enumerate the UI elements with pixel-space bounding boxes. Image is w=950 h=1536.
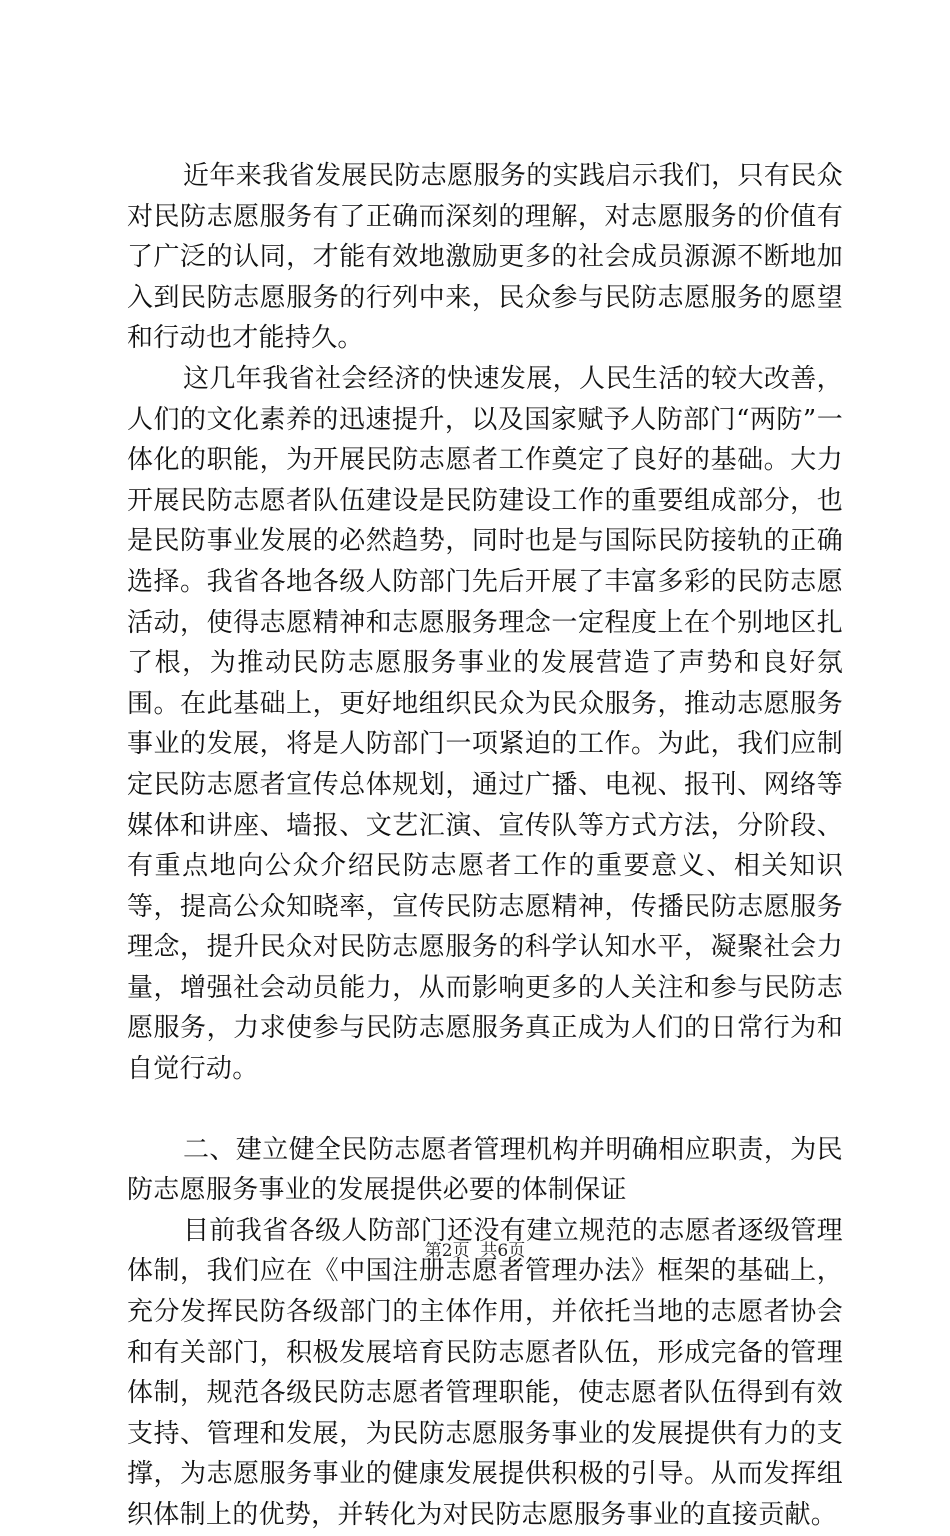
paragraph-intro: 近年来我省发展民防志愿服务的实践启示我们，只有民众对民防志愿服务有了正确而深刻的理解，对志愿服务的价值有了广泛的认同，才能有效地激励更多的社会成员源源不断地加入到民防志愿服务的行列中来，民众参与民防志愿服务的愿望和行动也才能持久。 [127, 161, 843, 354]
paragraph-development: 这几年我省社会经济的快速发展，人民生活的较大改善，人们的文化素养的迅速提升，以及国家赋予人防部门“两防”一体化的职能，为开展民防志愿者工作奠定了良好的基础。大力开展民防志愿者队伍建设是民防建设工作的重要组成部分，也是民防事业发展的必然趋势，同时也是与国际民防接轨的正确选择。我省各地各级人防部门先后开展了丰富多彩的民防志愿活动，使得志愿精神和志愿服务理念一定程度上在个别地区扎了根，为推动民防志愿服务事业的发展营造了声势和良好氛围。在此基础上，更好地组织民众为民众服务，推动志愿服务事业的发展，将是人防部门一项紧迫的工作。为此，我们应制定民防志愿者宣传总体规划，通过广播、电视、报刊、网络等媒体和讲座、墙报、文艺汇演、宣传队等方式方法，分阶段、有重点地向公众介绍民防志愿者工作的重要意义、相关知识等，提高公众知晓率，宣传民防志愿精神，传播民防志愿服务理念，提升民众对民防志愿服务的科学认知水平，凝聚社会力量，增强社会动员能力，从而影响更多的人关注和参与民防志愿服务，力求使参与民防志愿服务真正成为人们的日常行为和自觉行动。 [127, 363, 844, 1085]
page-number: 第2页 共6页 [424, 1241, 526, 1261]
section-heading-2: 二、建立健全民防志愿者管理机构并明确相应职责，为民防志愿服务事业的发展提供必要的体制保证 [127, 1134, 843, 1206]
paragraph-management: 目前我省各级人防部门还没有建立规范的志愿者逐级管理体制，我们应在《中国注册志愿者管理办法》框架的基础上，充分发挥民防各级部门的主体作用，并依托当地的志愿者协会和有关部门，积极发展培育民防志愿者队伍，形成完备的管理体制，规范各级民防志愿者管理职能，使志愿者队伍得到有效支持、管理和发展，为民防志愿服务事业的发展提供有力的支撑，为志愿服务事业的健康发展提供积极的引导。从而发挥组织体制上的优势，并转化为对民防志愿服务事业的直接贡献。 [127, 1215, 843, 1530]
page-footer [0, 1240, 950, 1262]
document-body [127, 156, 843, 1536]
